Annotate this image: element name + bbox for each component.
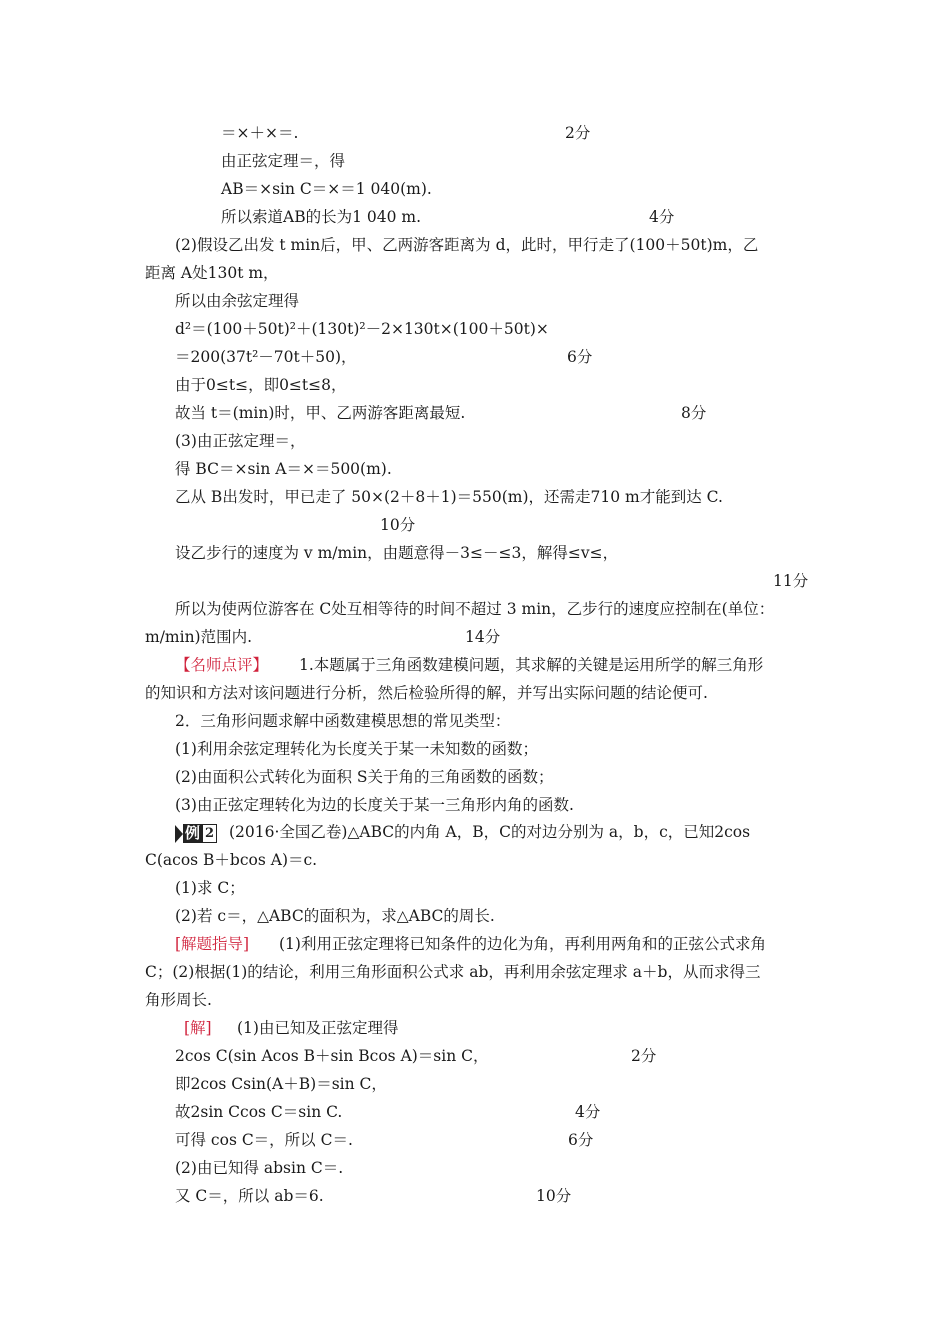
- comment-text: 2．三角形问题求解中函数建模思想的常见类型：: [175, 712, 511, 730]
- comment-text: 1.本题属于三角函数建模问题，其求解的关键是运用所学的解三角形: [299, 656, 764, 674]
- example-badge: [175, 822, 217, 842]
- line-text: 乙从 B出发时，甲已走了 50×(2＋8＋1)＝550(m)，还需走710 m才能到达 C.: [175, 488, 723, 506]
- line-text: 距离 A处130t m，: [145, 264, 279, 282]
- line-text: 由正弦定理＝，得: [221, 152, 346, 170]
- comment-text: 的知识和方法对该问题进行分析，然后检验所得的解，并写出实际问题的结论便可.: [145, 684, 708, 702]
- solution-step: 2cos C(sin Acos B＋sin Bcos A)＝sin C，: [175, 1047, 489, 1065]
- comment-text: (1)利用余弦定理转化为长度关于某一未知数的函数；: [175, 740, 538, 758]
- line-text: 得 BC＝×sin A＝×＝500(m).: [175, 460, 392, 478]
- score-label: 6分: [567, 348, 593, 366]
- guide-text: C；(2)根据(1)的结论，利用三角形面积公式求 ab，再利用余弦定理求 a＋b，从而求得三: [145, 963, 761, 981]
- line-text: ＝×＋×＝.: [221, 124, 299, 142]
- score-label: 4分: [649, 208, 675, 226]
- score-label: 14分: [465, 628, 501, 646]
- solution-step: 可得 cos C＝，所以 C＝.: [175, 1131, 353, 1149]
- comment-text: (2)由面积公式转化为面积 S关于角的三角函数的函数；: [175, 768, 554, 786]
- score-label: 6分: [568, 1131, 594, 1149]
- example-text: (2016·全国乙卷)△ABC的内角 A，B，C的对边分别为 a，b，c，已知2cos: [229, 823, 751, 841]
- example-number: 2: [202, 824, 217, 843]
- arrow-icon: [175, 825, 183, 843]
- line-text: m/min)范围内.: [145, 628, 253, 646]
- line-text: 所以索道AB的长为1 040 m.: [221, 208, 422, 226]
- line-text: AB＝×sin C＝×＝1 040(m).: [221, 180, 432, 198]
- example-text: C(acos B＋bcos A)＝c.: [145, 851, 318, 869]
- comment-text: (3)由正弦定理转化为边的长度关于某一三角形内角的函数.: [175, 796, 574, 814]
- solution-text: (1)由已知及正弦定理得: [237, 1019, 399, 1037]
- score-label: 2分: [631, 1047, 657, 1065]
- line-text: 所以为使两位游客在 C处互相等待的时间不超过 3 min，乙步行的速度应控制在(单位：: [175, 600, 775, 618]
- question-text: (2)若 c＝，△ABC的面积为，求△ABC的周长.: [175, 907, 495, 925]
- solution-step: 故2sin Ccos C＝sin C.: [175, 1103, 343, 1121]
- score-label: 2分: [565, 124, 591, 142]
- example-label: 例: [185, 823, 201, 842]
- line-text: 由于0≤t≤，即0≤t≤8，: [175, 376, 347, 394]
- comment-tag: 【名师点评】: [175, 656, 269, 674]
- guide-text: (1)利用正弦定理将已知条件的边化为角，再利用两角和的正弦公式求角: [279, 935, 766, 953]
- guide-text: 角形周长.: [145, 991, 212, 1009]
- score-label: 10分: [380, 516, 416, 534]
- line-text: 设乙步行的速度为 v m/min，由题意得－3≤－≤3，解得≤v≤，: [175, 544, 619, 562]
- score-label: 8分: [681, 404, 707, 422]
- score-label: 4分: [575, 1103, 601, 1121]
- score-label: 11分: [773, 572, 809, 590]
- solution-tag: [解]: [184, 1019, 212, 1037]
- line-text: ＝200(37t²－70t＋50)，: [175, 348, 357, 366]
- solution-step: 即2cos Csin(A＋B)＝sin C，: [175, 1075, 387, 1093]
- guide-tag: [解题指导]: [175, 935, 250, 953]
- question-text: (1)求 C；: [175, 879, 245, 897]
- score-label: 10分: [536, 1187, 572, 1205]
- line-text: (2)假设乙出发 t min后，甲、乙两游客距离为 d，此时，甲行走了(100＋50t)m，乙: [175, 236, 759, 254]
- line-text: (3)由正弦定理＝，: [175, 432, 306, 450]
- line-text: 所以由余弦定理得: [175, 292, 300, 310]
- solution-step: 又 C＝，所以 ab＝6.: [175, 1187, 324, 1205]
- line-text: 故当 t＝(min)时，甲、乙两游客距离最短.: [175, 404, 466, 422]
- line-text: d²＝(100＋50t)²＋(130t)²－2×130t×(100＋50t)×: [175, 320, 549, 338]
- solution-step: (2)由已知得 absin C＝.: [175, 1159, 344, 1177]
